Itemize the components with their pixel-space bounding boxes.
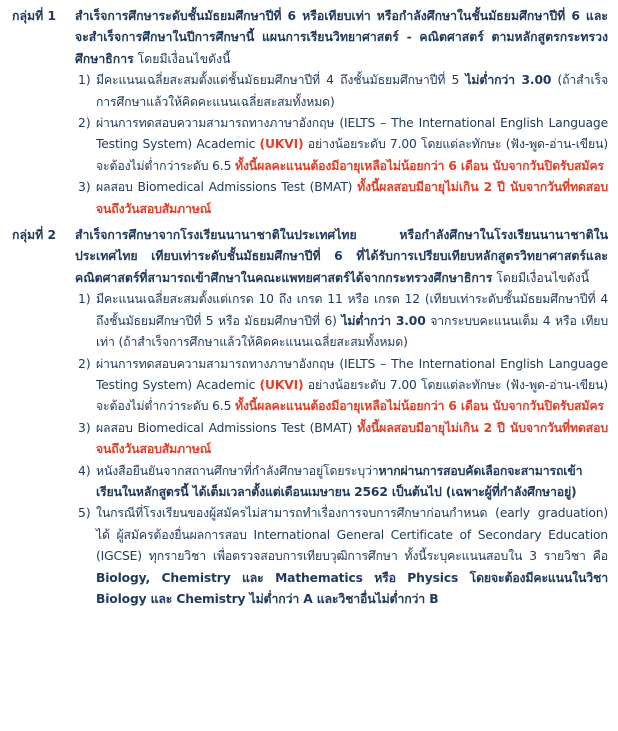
condition-highlight-text: ทั้งนี้ผลสอบมีอายุไม่เกิน 2 ปี นับจากวันที่ทดสอบจนถึงวันสอบสัมภาษณ์	[96, 420, 608, 457]
condition-highlight-text: ทั้งนี้ผลคะแนนต้องมีอายุเหลือไม่น้อยกว่า 6 เดือน นับจากวันปิดรับสมัคร	[235, 158, 604, 173]
condition-item	[78, 113, 608, 177]
condition-number: 1)	[78, 292, 91, 307]
group-1	[12, 6, 608, 220]
condition-text	[96, 177, 608, 220]
condition-text-part: มีคะแนนเฉลี่ยสะสมตั้งแต่เกรด 10 ถึง เกรด 11 หรือ เกรด 12 (เทียบเท่าระดับชั้นมัธยมศึกษาปีที่ 4 ถึงชั้นมัธยมศึกษาปีที่ 5 หรือ มัธยมศึกษาปีที่ 6)	[96, 292, 608, 328]
condition-item	[78, 70, 608, 113]
group-1-intro-bold: สำเร็จการศึกษาระดับชั้นมัธยมศึกษาปีที่ 6 หรือเทียบเท่า หรือกำลังศึกษาในชั้นมัธยมศึกษาปีที่ 6 และจะสำเร็จการศึกษาในปีการศึกษานี้ แผนการเรียนวิทยาศาสตร์ - คณิตศาสตร์ ตามหลักสูตรกระทรวงศึกษาธิการ	[75, 9, 608, 66]
condition-highlight-text: ทั้งนี้ผลสอบมีอายุไม่เกิน 2 ปี นับจากวันที่ทดสอบจนถึงวันสอบสัมภาษณ์	[96, 180, 608, 216]
group-2-intro-bold: สำเร็จการศึกษาจากโรงเรียนนานาชาติในประเทศไทย หรือกำลังศึกษาในโรงเรียนนานาชาติในประเทศไทย เทียบเท่าระดับชั้นมัธยมศึกษาปีที่ 6 ที่ได้รับการเปรียบเทียบหลักสูตรวิทยาศาสตร์และคณิตศาสตร์ที่สามารถเข้าศึกษาในคณะแพทยศาสตร์ได้จากกระทรวงศึกษาธิการ	[75, 228, 608, 285]
group-2	[12, 225, 608, 610]
condition-item	[78, 461, 608, 504]
condition-bold-text: ไม่ต่ำกว่า 3.00	[341, 313, 426, 328]
condition-number: 5)	[78, 506, 91, 521]
condition-item	[78, 177, 608, 220]
condition-item	[78, 289, 608, 353]
condition-number: 2)	[78, 356, 91, 371]
condition-highlight-text: ทั้งนี้ผลคะแนนต้องมีอายุเหลือไม่น้อยกว่า 6 เดือน นับจากวันปิดรับสมัคร	[235, 399, 604, 414]
condition-text	[96, 354, 608, 418]
group-2-label: กลุ่มที่ 2	[12, 228, 57, 243]
condition-text	[96, 289, 608, 353]
condition-text-part: ผลสอบ Biomedical Admissions Test (BMAT)	[96, 180, 358, 195]
condition-item	[78, 354, 608, 418]
condition-text-part: หนังสือยืนยันจากสถานศึกษาที่กำลังศึกษาอยู่โดยระบุว่า	[96, 463, 379, 478]
condition-highlight-text: (UKVI)	[259, 137, 304, 152]
condition-text-part: ผลสอบ Biomedical Admissions Test (BMAT)	[96, 420, 358, 435]
condition-bold-text: ไม่ต่ำกว่า 3.00	[465, 73, 552, 88]
group-2-intro-tail: โดยมีเงื่อนไขดังนี้	[492, 270, 590, 285]
condition-text-part: อย่างน้อยระดับ 7.00 โดยแต่ละทักษะ (ฟัง-พูด-อ่าน-เขียน) จะต้องไม่ต่ำกว่าระดับ 6.5	[96, 137, 608, 173]
condition-text-part: ผ่านการทดสอบความสามารถทางภาษาอังกฤษ (IELTS – The International English Language Testing System) Academic	[96, 356, 608, 392]
condition-number: 4)	[78, 463, 91, 478]
condition-bold-text: Biology, Chemistry และ Mathematics หรือ Physics โดยจะต้องมีคะแนนในวิชา Biology และ Chemistry ไม่ต่ำกว่า A และวิชาอื่นไม่ต่ำกว่า B	[96, 570, 608, 606]
condition-text	[96, 418, 608, 461]
condition-text	[96, 503, 608, 610]
group-1-label: กลุ่มที่ 1	[12, 9, 57, 23]
condition-number: 3)	[78, 420, 91, 435]
condition-number: 2)	[78, 116, 91, 131]
condition-text-part: ในกรณีที่โรงเรียนของผู้สมัครไม่สามารถทำเรื่องการจบการศึกษาก่อนกำหนด (early graduation) ได้ ผู้สมัครต้องยื่นผลการสอบ International General Certificate of Secondary Education (IGCSE) ทุกรายวิชา เพื่อตรวจสอบการเทียบวุฒิการศึกษา ทั้งนี้ระบุคะแนนสอบใน 3 รายวิชา คือ	[96, 506, 608, 564]
condition-number: 3)	[78, 180, 91, 195]
condition-highlight-text: (UKVI)	[259, 377, 304, 392]
group-1-body	[75, 6, 608, 220]
condition-item	[78, 503, 608, 610]
condition-text-part: อย่างน้อยระดับ 7.00 โดยแต่ละทักษะ (ฟัง-พูด-อ่าน-เขียน) จะต้องไม่ต่ำกว่าระดับ 6.5	[96, 377, 608, 414]
group-2-conditions	[75, 289, 608, 610]
group-1-intro-tail: โดยมีเงื่อนไขดังนี้	[133, 51, 231, 66]
group-2-intro	[75, 225, 608, 289]
condition-text	[96, 70, 608, 113]
condition-bold-text: หากผ่านการสอบคัดเลือกจะสามารถเข้าเรียนในหลักสูตรนี้ ได้เต็มเวลาตั้งแต่เดือนเมษายน 2562 เป็นต้นไป (เฉพาะผู้ที่กำลังศึกษาอยู่)	[96, 463, 583, 499]
condition-text-part: ผ่านการทดสอบความสามารถทางภาษาอังกฤษ (IELTS – The International English Language Testing System) Academic	[96, 116, 608, 152]
condition-text-part: จากระบบคะแนนเต็ม 4 หรือ เทียบเท่า (ถ้าสำเร็จการศึกษาแล้วให้คิดคะแนนเฉลี่ยสะสมทั้งหมด)	[96, 313, 608, 350]
group-1-conditions	[75, 70, 608, 220]
document-page	[12, 6, 608, 610]
condition-text	[96, 113, 608, 177]
condition-number: 1)	[78, 73, 91, 88]
condition-item	[78, 418, 608, 461]
group-2-body	[75, 225, 608, 610]
condition-text-part: (ถ้าสำเร็จการศึกษาแล้วให้คิดคะแนนเฉลี่ยสะสมทั้งหมด)	[96, 73, 609, 109]
condition-text-part: มีคะแนนเฉลี่ยสะสมตั้งแต่ชั้นมัธยมศึกษาปีที่ 4 ถึงชั้นมัธยมศึกษาปีที่ 5	[96, 73, 466, 88]
condition-text	[96, 461, 608, 504]
group-1-intro	[75, 6, 608, 70]
